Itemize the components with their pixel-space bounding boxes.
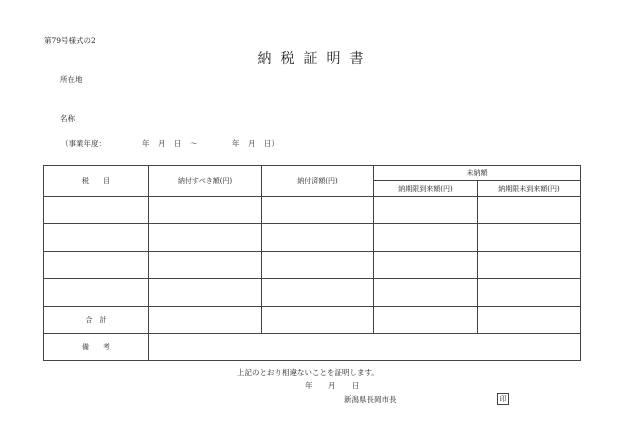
- tax-table: [43, 165, 581, 361]
- cell-amount-due[interactable]: [149, 252, 262, 279]
- total-unpaid-arrived[interactable]: [374, 307, 478, 334]
- date-month: 月: [328, 381, 336, 390]
- cell-unpaid-not-arrived[interactable]: [478, 252, 581, 279]
- header-amount-paid: 納付済額(円): [262, 166, 374, 197]
- table-row: [44, 279, 581, 307]
- total-amount-due[interactable]: [149, 307, 262, 334]
- total-amount-paid[interactable]: [262, 307, 374, 334]
- cell-amount-due[interactable]: [149, 279, 262, 307]
- period-year-start: 年: [142, 139, 150, 148]
- total-row: [44, 307, 581, 334]
- header-tax-item: 税 目: [44, 166, 149, 197]
- remarks-row: [44, 334, 581, 361]
- cell-amount-paid[interactable]: [262, 252, 374, 279]
- cell-amount-due[interactable]: [149, 224, 262, 252]
- remarks-label: 備 考: [44, 334, 149, 361]
- cell-unpaid-arrived[interactable]: [374, 279, 478, 307]
- date-year: 年: [305, 381, 313, 390]
- period-day-end: 日）: [264, 139, 279, 148]
- cell-unpaid-not-arrived[interactable]: [478, 197, 581, 224]
- cell-unpaid-arrived[interactable]: [374, 224, 478, 252]
- seal-box: 印: [497, 393, 509, 405]
- table-row: [44, 252, 581, 279]
- period-open: （事業年度：: [61, 139, 106, 148]
- header-unpaid: 未納額: [374, 166, 581, 181]
- period-month-end: 月: [248, 139, 256, 148]
- cell-tax-item[interactable]: [44, 279, 149, 307]
- page-title: 納税証明書: [257, 51, 373, 67]
- total-unpaid-not-arrived[interactable]: [478, 307, 581, 334]
- date-day: 日: [352, 381, 360, 390]
- cell-tax-item[interactable]: [44, 197, 149, 224]
- cell-unpaid-arrived[interactable]: [374, 197, 478, 224]
- header-unpaid-not-arrived: 納期限未到来額(円): [478, 181, 581, 197]
- cell-unpaid-not-arrived[interactable]: [478, 279, 581, 307]
- cell-amount-paid[interactable]: [262, 224, 374, 252]
- cell-amount-paid[interactable]: [262, 279, 374, 307]
- cell-tax-item[interactable]: [44, 224, 149, 252]
- address-label: 所在地: [60, 75, 83, 84]
- remarks-field[interactable]: [149, 334, 581, 361]
- total-label: 合 計: [44, 307, 149, 334]
- cell-unpaid-not-arrived[interactable]: [478, 224, 581, 252]
- issuer-name: 新潟県長岡市長: [344, 395, 397, 404]
- header-unpaid-arrived: 納期限到来額(円): [374, 181, 478, 197]
- table-row: [44, 224, 581, 252]
- period-day-start: 日: [174, 139, 182, 148]
- certification-text: 上記のとおり相違ないことを証明します。: [237, 368, 379, 377]
- cell-amount-due[interactable]: [149, 197, 262, 224]
- form-number: 第79号様式の2: [44, 36, 96, 45]
- name-label: 名称: [60, 114, 75, 123]
- period-tilde: ～: [190, 139, 198, 148]
- header-amount-due: 納付すべき額(円): [149, 166, 262, 197]
- period-year-end: 年: [232, 139, 240, 148]
- table-row: [44, 197, 581, 224]
- period-month-start: 月: [158, 139, 166, 148]
- cell-tax-item[interactable]: [44, 252, 149, 279]
- cell-amount-paid[interactable]: [262, 197, 374, 224]
- cell-unpaid-arrived[interactable]: [374, 252, 478, 279]
- table-header-row: [44, 166, 581, 181]
